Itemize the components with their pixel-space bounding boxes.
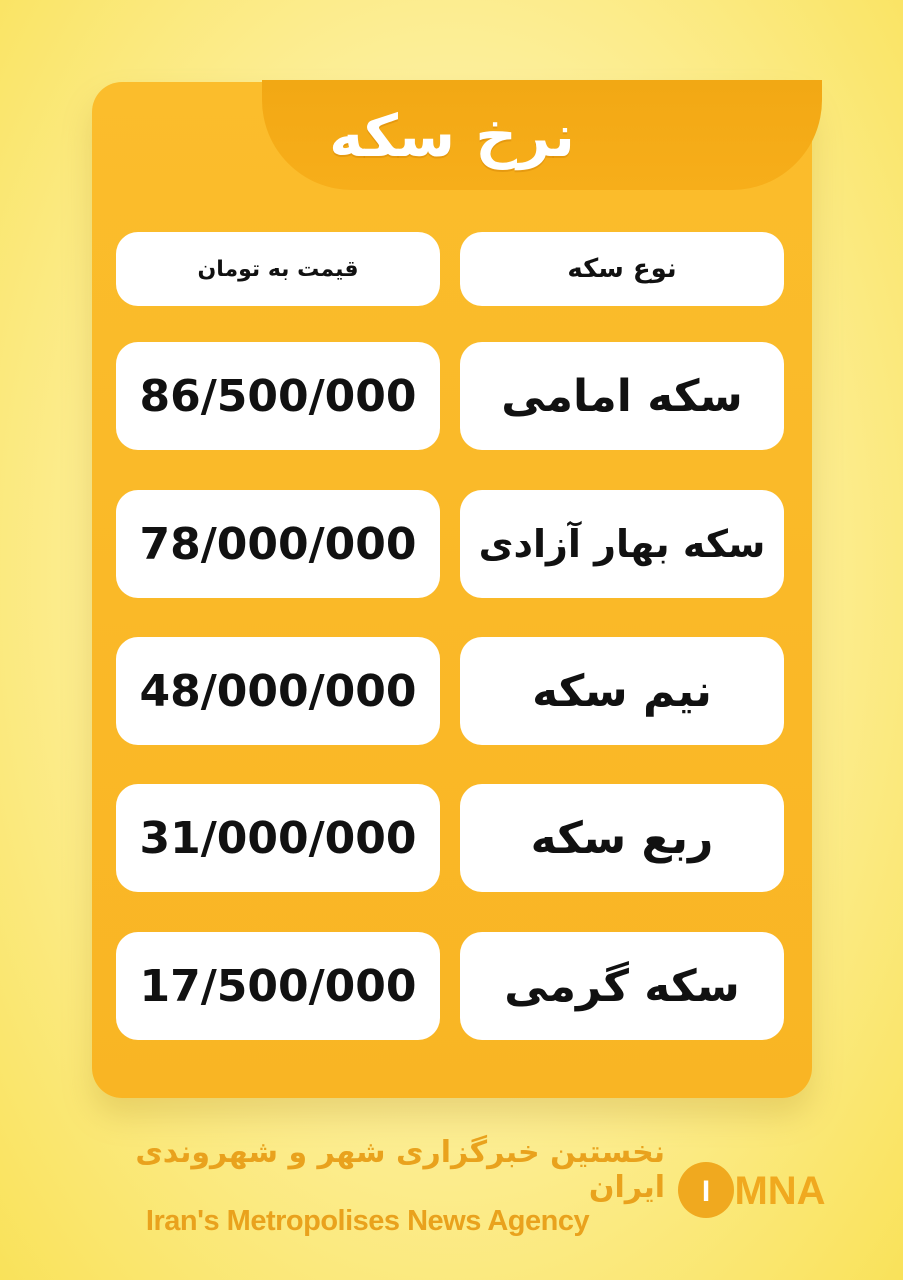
coin-type-cell: سکه امامی — [460, 342, 784, 450]
price-cell: 17/500/000 — [116, 932, 440, 1040]
svg-text:I: I — [701, 1175, 711, 1208]
coin-type-cell: ربع سکه — [460, 784, 784, 892]
price-cell: 31/000/000 — [116, 784, 440, 892]
coin-type-cell: سکه بهار آزادی — [460, 490, 784, 598]
price-cell: 48/000/000 — [116, 637, 440, 745]
agency-tagline-english: Iran's Metropolises News Agency — [145, 1204, 590, 1237]
header-price: قیمت به تومان — [116, 232, 440, 306]
agency-tagline-persian: نخستین خبرگزاری شهر و شهروندی ایران — [135, 1135, 665, 1205]
svg-text:MNA: MNA — [734, 1169, 826, 1213]
imna-logo — [676, 1158, 836, 1222]
header-type: نوع سکه — [460, 232, 784, 306]
price-cell: 78/000/000 — [116, 490, 440, 598]
coin-type-cell: نیم سکه — [460, 637, 784, 745]
coin-type-cell: سکه گرمی — [460, 932, 784, 1040]
page-title: نرخ سکه — [329, 102, 575, 170]
price-cell: 86/500/000 — [116, 342, 440, 450]
